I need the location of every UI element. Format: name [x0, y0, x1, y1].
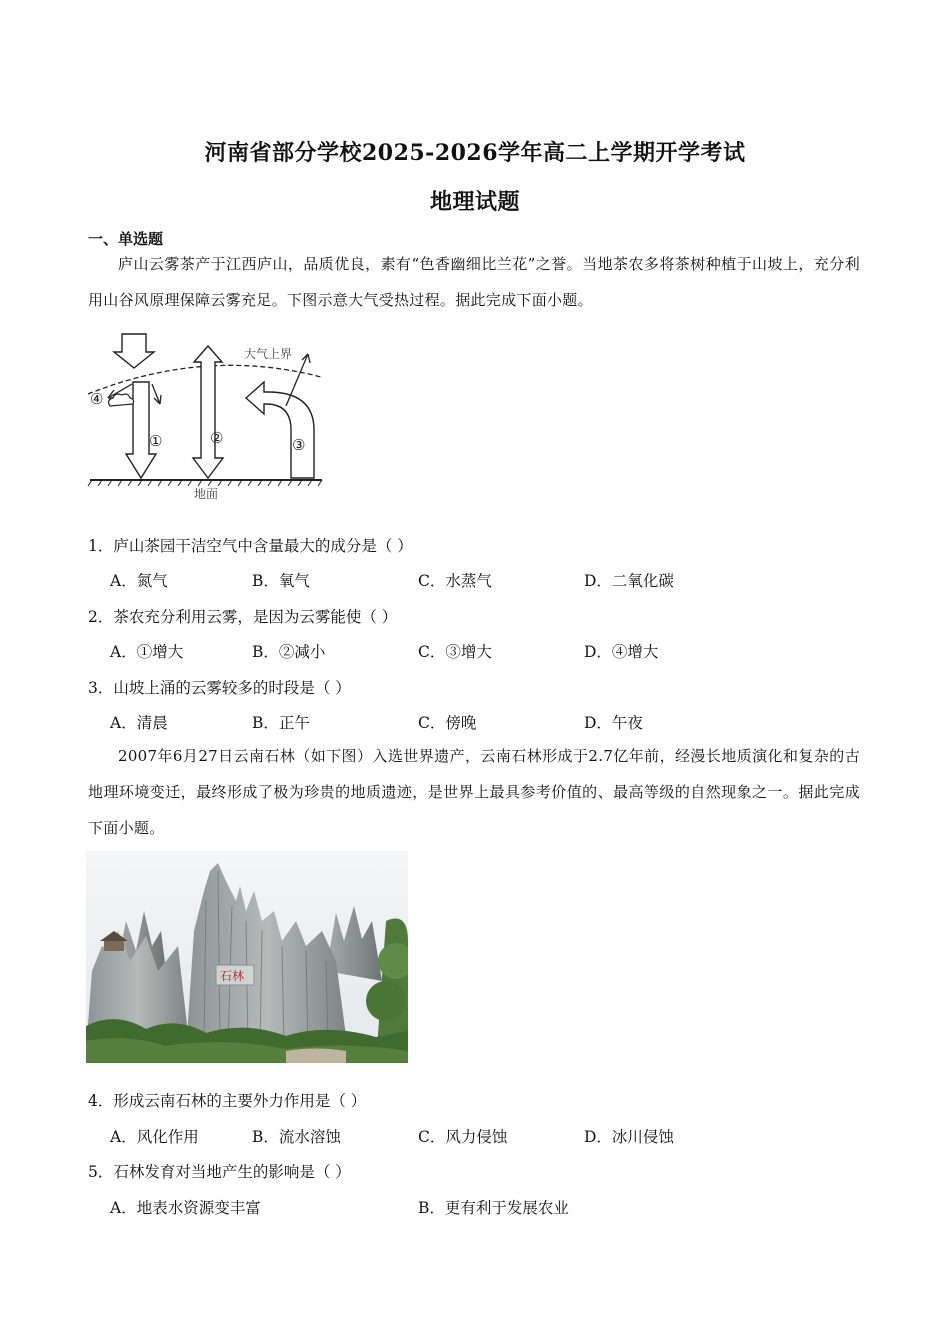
option-b: B．正午	[252, 714, 310, 732]
option-b: B．氧气	[252, 572, 310, 590]
question-stem: 庐山茶园干洁空气中含量最大的成分是（ ）	[113, 537, 413, 555]
option-a: A．风化作用	[110, 1128, 199, 1146]
marker-1: ①	[149, 432, 163, 450]
arrow-3	[246, 382, 314, 478]
ground-label: 地面	[194, 487, 219, 501]
carved-text: 石林	[220, 969, 245, 983]
option-d: D．④增大	[584, 643, 659, 661]
upper-atmosphere-label: 大气上界	[244, 347, 293, 361]
question-3	[88, 676, 351, 698]
option-c: C．③增大	[418, 643, 492, 661]
arrow-1	[126, 382, 156, 478]
question-number: 2．	[88, 608, 114, 626]
option-a: A．①增大	[110, 643, 184, 661]
question-5	[88, 1160, 351, 1182]
option-d: D．冰川侵蚀	[584, 1128, 674, 1146]
exam-subtitle: 地理试题	[429, 189, 520, 215]
arrow-2	[193, 346, 223, 478]
option-c: C．风力侵蚀	[418, 1128, 508, 1146]
option-a: A．清晨	[110, 714, 168, 732]
option-b: B．流水溶蚀	[252, 1128, 341, 1146]
option-d: D．午夜	[584, 714, 643, 732]
option-b: B．②减小	[252, 643, 326, 661]
question-stem: 形成云南石林的主要外力作用是（ ）	[113, 1092, 367, 1110]
solar-radiation-arrow	[114, 334, 154, 368]
question-stem: 石林发育对当地产生的影响是（ ）	[113, 1163, 351, 1181]
options-1	[110, 569, 850, 591]
stone-forest-photo	[86, 851, 408, 1063]
options-2	[110, 640, 850, 662]
option-a: A．氮气	[110, 572, 168, 590]
passage-stone-forest: 2007年6月27日云南石林（如下图）入选世界遗产，云南石林形成于2.7亿年前，经漫长地质演化和复杂的古地理环境变迁，最终形成了极为珍贵的地质遗迹，是世界上最具参考价值的、最高等级的自然现象之一。据此完成下面小题。	[88, 747, 860, 837]
section-heading: 一、单选题	[88, 230, 164, 248]
option-a: A．地表水资源变丰富	[110, 1199, 261, 1217]
question-number: 4．	[88, 1092, 114, 1110]
scatter-arrow	[152, 384, 160, 404]
question-4	[88, 1089, 366, 1111]
question-number: 1．	[88, 537, 114, 555]
question-number: 5．	[88, 1163, 114, 1181]
atmosphere-heating-diagram	[86, 332, 326, 504]
question-number: 3．	[88, 679, 114, 697]
marker-4: ④	[90, 390, 104, 408]
exam-title: 河南省部分学校2025-2026学年高二上学期开学考试	[204, 140, 746, 166]
question-stem: 山坡上涌的云雾较多的时段是（ ）	[113, 679, 351, 697]
option-c: C．水蒸气	[418, 572, 492, 590]
marker-2: ②	[210, 429, 224, 447]
options-5	[110, 1196, 850, 1218]
question-2	[88, 605, 397, 627]
options-4	[110, 1125, 850, 1147]
option-d: D．二氧化碳	[584, 572, 674, 590]
question-stem: 茶农充分利用云雾，是因为云雾能使（ ）	[113, 608, 398, 626]
option-c: C．傍晚	[418, 714, 477, 732]
option-b: B．更有利于发展农业	[418, 1199, 569, 1217]
question-1	[88, 534, 413, 556]
passage-tea: 庐山云雾茶产于江西庐山，品质优良，素有“色香幽细比兰花”之誉。当地茶农多将茶树种植于山坡上，充分利用山谷风原理保障云雾充足。下图示意大气受热过程。据此完成下面小题。	[88, 255, 860, 309]
marker-3: ③	[292, 436, 306, 454]
options-3	[110, 711, 850, 733]
